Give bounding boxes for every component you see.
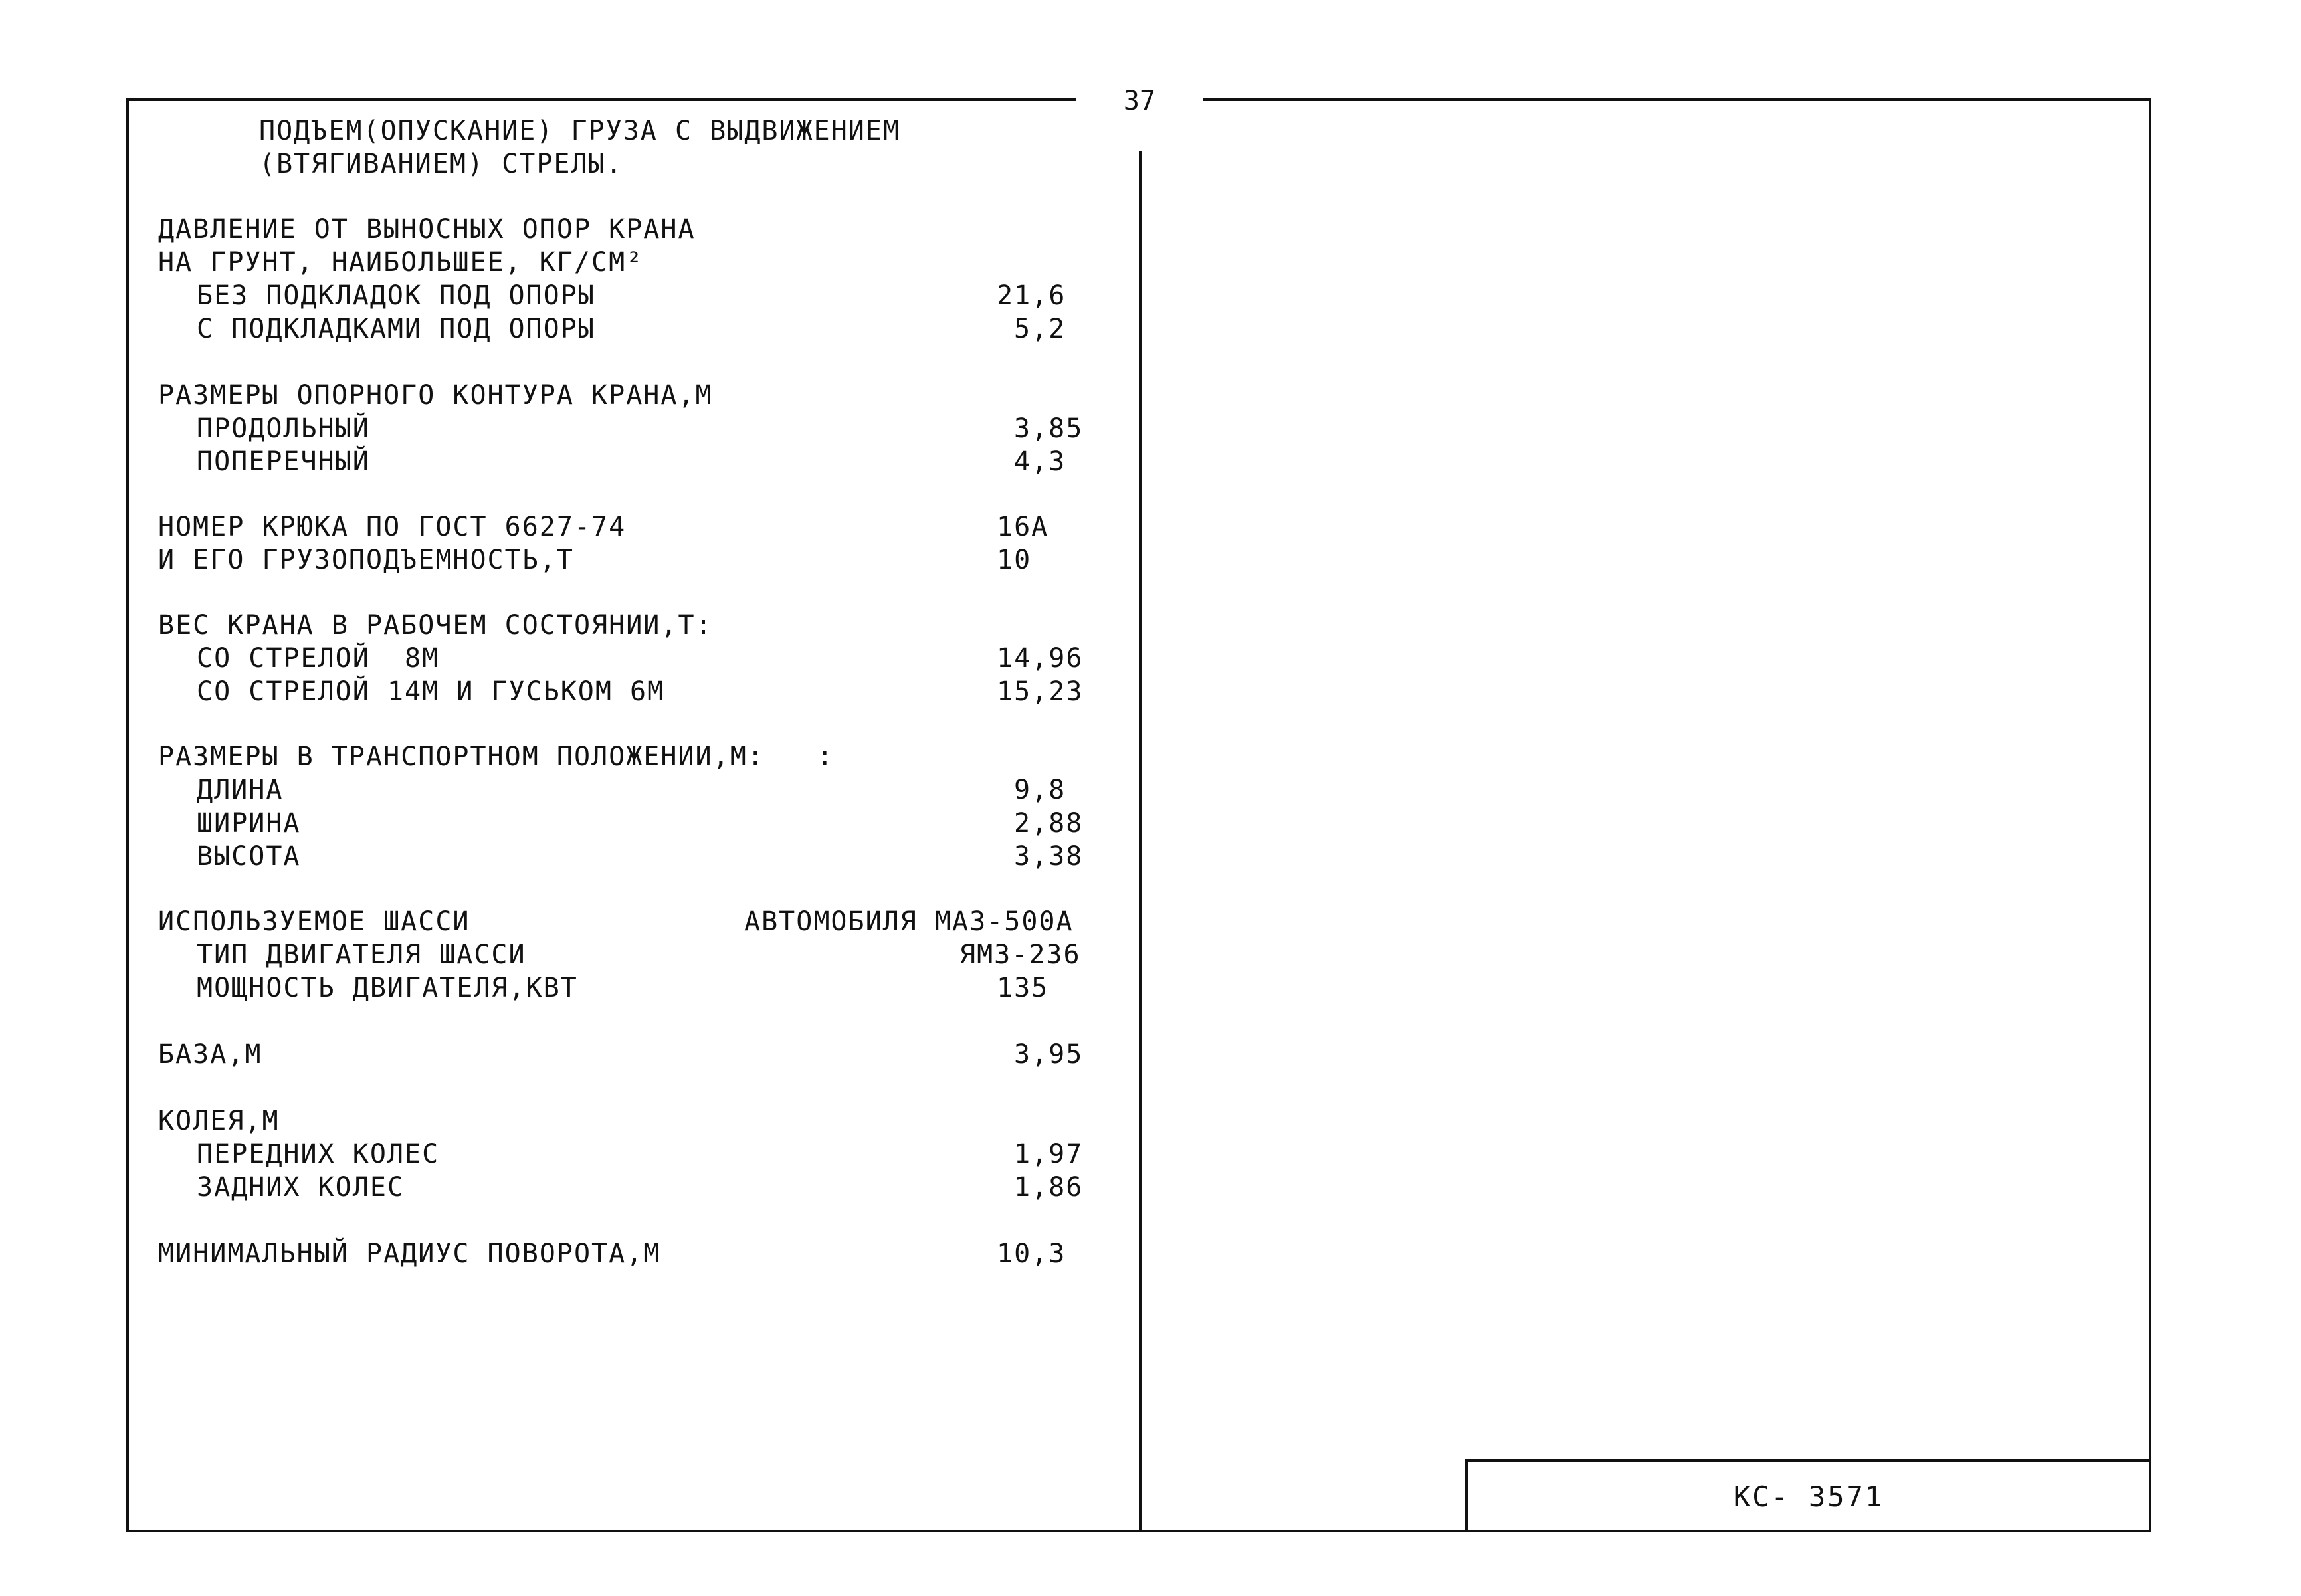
weight-title: ВЕС КРАНА В РАБОЧЕМ СОСТОЯНИИ,Т: (158, 610, 713, 641)
transport-row-3-value: 3,38 (1014, 841, 1084, 872)
pressure-title-2: НА ГРУНТ, НАИБОЛЬШЕЕ, КГ/СМ² (158, 247, 644, 278)
weight-row-2-label: СО СТРЕЛОЙ 14М И ГУСЬКОМ 6М (197, 676, 665, 707)
radius-label: МИНИМАЛЬНЫЙ РАДИУС ПОВОРОТА,М (158, 1239, 661, 1269)
track-row-1-label: ПЕРЕДНИХ КОЛЕС (197, 1139, 440, 1169)
contour-row-1-value: 3,85 (1014, 413, 1084, 444)
transport-row-1-value: 9,8 (1014, 775, 1066, 805)
chassis-row-1-label: ИСПОЛЬЗУЕМОЕ ШАССИ (158, 906, 470, 937)
page-number: 37 (1076, 81, 1203, 121)
hook-row-2-label: И ЕГО ГРУЗОПОДЪЕМНОСТЬ,Т (158, 545, 574, 575)
chassis-row-3-value: 135 (997, 973, 1049, 1003)
heading-line-2: (ВТЯГИВАНИЕМ) СТРЕЛЫ. (259, 149, 623, 179)
model-code: КС- 3571 (1733, 1480, 1884, 1513)
base-value: 3,95 (1014, 1039, 1084, 1070)
chassis-row-3-label: МОЩНОСТЬ ДВИГАТЕЛЯ,КВТ (197, 973, 578, 1003)
hook-row-1-label: НОМЕР КРЮКА ПО ГОСТ 6627-74 (158, 512, 627, 542)
weight-row-1-label: СО СТРЕЛОЙ 8М (197, 643, 440, 674)
track-row-2-value: 1,86 (1014, 1172, 1084, 1203)
pressure-row-1-value: 21,6 (997, 280, 1066, 311)
hook-row-1-value: 16А (997, 512, 1049, 542)
contour-row-2-value: 4,3 (1014, 447, 1066, 477)
contour-title: РАЗМЕРЫ ОПОРНОГО КОНТУРА КРАНА,М (158, 380, 713, 411)
chassis-row-2-label: ТИП ДВИГАТЕЛЯ ШАССИ (197, 940, 526, 970)
track-row-1-value: 1,97 (1014, 1139, 1084, 1169)
weight-row-2-value: 15,23 (997, 676, 1084, 707)
pressure-row-2-label: С ПОДКЛАДКАМИ ПОД ОПОРЫ (197, 314, 595, 344)
transport-row-1-label: ДЛИНА (197, 775, 284, 805)
transport-title: РАЗМЕРЫ В ТРАНСПОРТНОМ ПОЛОЖЕНИИ,М: : (158, 742, 835, 772)
contour-row-1-label: ПРОДОЛЬНЫЙ (197, 413, 370, 444)
chassis-row-2-value: ЯМЗ-236 (959, 940, 1081, 970)
hook-row-2-value: 10 (997, 545, 1032, 575)
base-label: БАЗА,М (158, 1039, 262, 1070)
heading-line-1: ПОДЪЕМ(ОПУСКАНИЕ) ГРУЗА С ВЫДВИЖЕНИЕМ (259, 116, 901, 146)
pressure-row-1-label: БЕЗ ПОДКЛАДОК ПОД ОПОРЫ (197, 280, 595, 311)
chassis-row-1-value: АВТОМОБИЛЯ МАЗ-500А (744, 906, 1074, 937)
radius-value: 10,3 (997, 1239, 1066, 1269)
track-row-2-label: ЗАДНИХ КОЛЕС (197, 1172, 405, 1203)
transport-row-3-label: ВЫСОТА (197, 841, 301, 872)
weight-row-1-value: 14,96 (997, 643, 1084, 674)
pressure-row-2-value: 5,2 (1014, 314, 1066, 344)
transport-row-2-value: 2,88 (1014, 808, 1084, 839)
transport-row-2-label: ШИРИНА (197, 808, 301, 839)
pressure-title-1: ДАВЛЕНИЕ ОТ ВЫНОСНЫХ ОПОР КРАНА (158, 214, 696, 245)
column-divider (1139, 151, 1142, 1532)
contour-row-2-label: ПОПЕРЕЧНЫЙ (197, 447, 370, 477)
track-title: КОЛЕЯ,М (158, 1106, 280, 1136)
title-block (1465, 1459, 2150, 1531)
